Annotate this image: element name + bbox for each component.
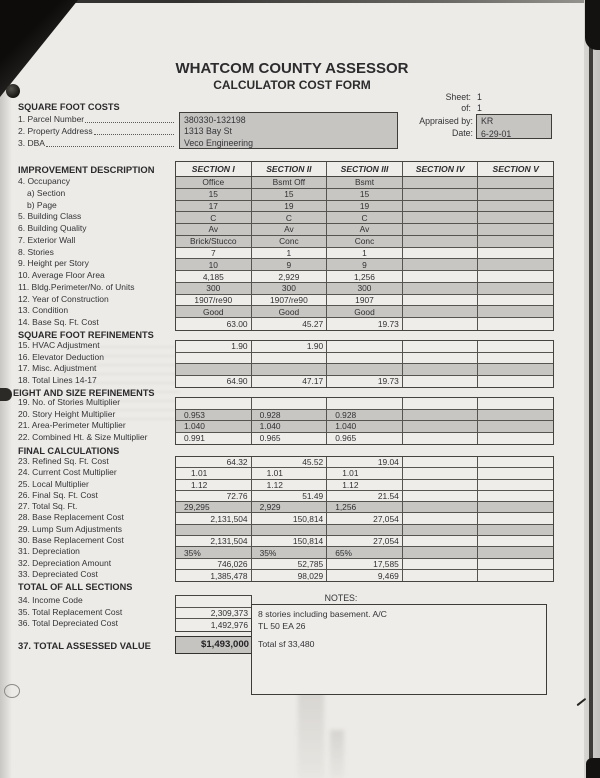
cell-s4 bbox=[403, 353, 479, 364]
cell-s3: 19.73 bbox=[327, 318, 403, 330]
cell-s3: 1.040 bbox=[327, 421, 403, 432]
row-label: 17. Misc. Adjustment bbox=[18, 363, 97, 373]
cell-s1: 7 bbox=[176, 248, 252, 259]
square-foot-refinements-table bbox=[175, 340, 554, 388]
cell-s3: 17,585 bbox=[327, 559, 403, 569]
cell-s1 bbox=[176, 525, 252, 535]
table-row bbox=[176, 502, 553, 513]
sheet-value: 1 bbox=[477, 92, 482, 102]
cell-s5 bbox=[478, 283, 553, 294]
sheet-of-value: 1 bbox=[477, 103, 482, 113]
cell-s5 bbox=[478, 559, 553, 569]
note-line: TL 50 EA 26 bbox=[258, 621, 306, 631]
cell-s3: 1.12 bbox=[327, 480, 403, 490]
cell-s3: 9 bbox=[327, 259, 403, 270]
table-row bbox=[176, 570, 553, 581]
row-label: 27. Total Sq. Ft. bbox=[18, 501, 78, 512]
cell-s5 bbox=[478, 468, 553, 478]
table-row bbox=[176, 295, 553, 307]
cell-s2: 45.27 bbox=[252, 318, 328, 330]
cell-s1 bbox=[176, 398, 252, 409]
cell-s4 bbox=[403, 491, 479, 501]
cell-s5 bbox=[478, 236, 553, 247]
cell-s3 bbox=[327, 525, 403, 535]
dba-label: 3. DBA bbox=[18, 138, 45, 148]
cell-s3: 27,054 bbox=[327, 513, 403, 523]
section-header-row bbox=[175, 161, 554, 177]
table-row bbox=[176, 421, 553, 433]
cell-s3: Good bbox=[327, 306, 403, 317]
property-address-value: 1313 Bay St bbox=[184, 126, 232, 136]
table-row bbox=[176, 410, 553, 422]
row-label: 6. Building Quality bbox=[18, 223, 87, 234]
cell-s3: 21.54 bbox=[327, 491, 403, 501]
row-label: 11. Bldg.Perimeter/No. of Units bbox=[18, 281, 135, 292]
parcel-info-box bbox=[179, 112, 398, 149]
cell-s2: 45.52 bbox=[252, 457, 328, 467]
cell-s2: 1.90 bbox=[252, 341, 328, 352]
improvement-labels bbox=[18, 176, 135, 329]
table-row bbox=[176, 271, 553, 283]
cell-s1: Av bbox=[176, 224, 252, 235]
square-foot-costs-labels bbox=[18, 113, 176, 149]
punch-hole-top bbox=[6, 84, 20, 98]
row-label: 4. Occupancy bbox=[18, 176, 70, 186]
cell-s5 bbox=[478, 271, 553, 282]
table-row bbox=[176, 318, 553, 330]
cell-s1: 1.040 bbox=[176, 421, 252, 432]
cell-s2: 150,814 bbox=[252, 536, 328, 546]
cell-s4 bbox=[403, 536, 479, 546]
cell-s5 bbox=[478, 295, 553, 306]
row-label: 13. Condition bbox=[18, 305, 69, 316]
cell-s1: 64.90 bbox=[176, 376, 252, 388]
row-label: 18. Total Lines 14-17 bbox=[18, 374, 97, 385]
section-heading-final-calculations: FINAL CALCULATIONS bbox=[18, 446, 120, 456]
cell-s4 bbox=[403, 283, 479, 294]
cell-s2: 51.49 bbox=[252, 491, 328, 501]
row-label: 36. Total Depreciated Cost bbox=[18, 618, 119, 628]
cell-s3: 0.928 bbox=[327, 410, 403, 421]
cell-s3: Bsmt bbox=[327, 177, 403, 188]
cell-s5 bbox=[478, 433, 553, 445]
date-label: Date: bbox=[451, 128, 473, 138]
cell-s4 bbox=[403, 318, 479, 330]
appraised-by-value: KR bbox=[481, 116, 494, 126]
total-assessed-value: $1,493,000 bbox=[200, 639, 249, 651]
total-replacement-cost-cell: 2,309,373 bbox=[210, 607, 248, 618]
cell-s1: 15 bbox=[176, 189, 252, 200]
cell-s2: 98,029 bbox=[252, 570, 328, 581]
column-header-section-4: SECTION IV bbox=[403, 162, 479, 176]
cell-s4 bbox=[403, 212, 479, 223]
cell-s5 bbox=[478, 201, 553, 212]
cell-s1: 2,131,504 bbox=[176, 536, 252, 546]
square-foot-refinements-labels bbox=[18, 340, 104, 386]
scan-streak bbox=[298, 688, 324, 778]
cell-s3: 1 bbox=[327, 248, 403, 259]
cell-s3: 1.01 bbox=[327, 468, 403, 478]
table-row bbox=[176, 608, 251, 620]
cell-s5 bbox=[478, 513, 553, 523]
scan-corner-top-right bbox=[585, 0, 600, 50]
cell-s2: 47.17 bbox=[252, 376, 328, 388]
form-subtitle: CALCULATOR COST FORM bbox=[213, 78, 371, 92]
cell-s4 bbox=[403, 259, 479, 270]
row-label: 9. Height per Story bbox=[18, 258, 89, 269]
table-row bbox=[176, 525, 553, 536]
cell-s2: Conc bbox=[252, 236, 328, 247]
cell-s3: 1907 bbox=[327, 295, 403, 306]
sheet-label: Sheet: bbox=[445, 92, 471, 102]
section-heading-height-size-refinements: EIGHT AND SIZE REFINEMENTS bbox=[13, 388, 155, 398]
cell-s2: 0.928 bbox=[252, 410, 328, 421]
column-header-section-5: SECTION V bbox=[492, 163, 539, 174]
cell-s4 bbox=[403, 236, 479, 247]
cell-s1 bbox=[176, 364, 252, 375]
cell-s5 bbox=[478, 364, 553, 375]
row-label: 14. Base Sq. Ft. Cost bbox=[18, 317, 99, 328]
total-assessed-value-label: 37. TOTAL ASSESSED VALUE bbox=[18, 640, 151, 651]
totals-table bbox=[175, 595, 252, 632]
cell-s3: 0.965 bbox=[327, 433, 403, 445]
cell-s2: 150,814 bbox=[252, 513, 328, 523]
table-row bbox=[176, 536, 553, 547]
cell-s4 bbox=[403, 468, 479, 478]
cell-s3: 15 bbox=[327, 189, 403, 200]
row-label: 20. Story Height Multiplier bbox=[18, 408, 116, 419]
cell-s1: 4,185 bbox=[176, 271, 252, 282]
cell-s2: Av bbox=[252, 224, 328, 235]
cell-s4 bbox=[403, 295, 479, 306]
cell-s5 bbox=[478, 248, 553, 259]
row-label: 31. Depreciation bbox=[18, 546, 80, 557]
cell-s1: 64.32 bbox=[176, 457, 252, 467]
cell-s4 bbox=[403, 189, 479, 200]
scan-corner-fold bbox=[0, 0, 78, 97]
row-label: 28. Base Replacement Cost bbox=[18, 512, 124, 523]
cell-s3: 19.73 bbox=[327, 376, 403, 388]
table-row bbox=[176, 212, 553, 224]
cell-s3: Av bbox=[327, 224, 403, 235]
cell-s3: Conc bbox=[327, 236, 403, 247]
table-row bbox=[176, 248, 553, 260]
row-label: 26. Final Sq. Ft. Cost bbox=[18, 489, 98, 500]
cell-s4 bbox=[403, 201, 479, 212]
cell-s4 bbox=[403, 306, 479, 317]
cell-s3 bbox=[327, 398, 403, 409]
cell-s1: 2,131,504 bbox=[176, 513, 252, 523]
page-title: WHATCOM COUNTY ASSESSOR bbox=[175, 60, 409, 77]
cell-s3: 1,256 bbox=[327, 502, 403, 512]
scan-top-edge bbox=[0, 0, 600, 3]
cell-s5 bbox=[478, 502, 553, 512]
cell-s3: 9,469 bbox=[327, 570, 403, 581]
cell-s4 bbox=[403, 410, 479, 421]
table-row bbox=[176, 201, 553, 213]
column-header-section-1: SECTION I bbox=[176, 162, 252, 176]
height-size-refinements-table bbox=[175, 397, 554, 445]
cell-s1: Brick/Stucco bbox=[176, 236, 252, 247]
row-label: 21. Area-Perimeter Multiplier bbox=[18, 420, 126, 430]
cell-s4 bbox=[403, 248, 479, 259]
dba-value: Veco Engineering bbox=[184, 137, 253, 148]
table-row bbox=[176, 547, 553, 558]
cell-s2: Bsmt Off bbox=[252, 177, 328, 188]
cell-s1: 0.991 bbox=[176, 433, 252, 445]
cell-s2: 1.12 bbox=[252, 480, 328, 490]
cell-s2: 15 bbox=[252, 189, 328, 200]
cell-s4 bbox=[403, 421, 479, 432]
field-row bbox=[18, 113, 176, 125]
row-label: 23. Refined Sq. Ft. Cost bbox=[18, 456, 109, 466]
cell-s5 bbox=[478, 536, 553, 546]
row-label: 30. Base Replacement Cost bbox=[18, 535, 124, 546]
cell-s5 bbox=[478, 177, 553, 188]
cell-s3: C bbox=[327, 212, 403, 223]
cell-s3 bbox=[327, 341, 403, 352]
cell-s5 bbox=[478, 398, 553, 409]
table-row bbox=[176, 189, 553, 201]
table-row bbox=[176, 224, 553, 236]
improvement-table bbox=[175, 176, 554, 331]
notes-heading: NOTES: bbox=[324, 593, 358, 603]
table-row bbox=[176, 177, 553, 189]
row-label: 22. Combined Ht. & Size Multiplier bbox=[18, 431, 148, 442]
cell-s3 bbox=[327, 353, 403, 364]
cell-s4 bbox=[403, 547, 479, 557]
table-row bbox=[176, 491, 553, 502]
notes-box bbox=[251, 604, 547, 695]
row-label: 12. Year of Construction bbox=[18, 293, 109, 304]
cell-s2: C bbox=[252, 212, 328, 223]
table-row bbox=[176, 306, 553, 318]
cell-s3: 27,054 bbox=[327, 536, 403, 546]
ink-blob bbox=[0, 388, 12, 401]
table-row bbox=[176, 480, 553, 491]
row-label: 16. Elevator Deduction bbox=[18, 351, 104, 362]
section-heading-improvement-description: IMPROVEMENT DESCRIPTION bbox=[18, 164, 155, 175]
parcel-number-value: 380330-132198 bbox=[184, 115, 246, 125]
row-label: 32. Depreciation Amount bbox=[18, 557, 112, 568]
appraiser-box bbox=[476, 114, 552, 139]
cell-s1: C bbox=[176, 212, 252, 223]
cell-s1: 29,295 bbox=[176, 502, 252, 512]
cell-s2: 2,929 bbox=[252, 502, 328, 512]
cell-s5 bbox=[478, 480, 553, 490]
row-label: 19. No. of Stories Multiplier bbox=[18, 397, 121, 407]
cell-s2: 1 bbox=[252, 248, 328, 259]
table-row bbox=[176, 283, 553, 295]
cell-s1: 35% bbox=[176, 547, 252, 557]
section-heading-square-foot-costs: SQUARE FOOT COSTS bbox=[18, 102, 120, 112]
cell-s5 bbox=[478, 570, 553, 581]
cell-s2: 2,929 bbox=[252, 271, 328, 282]
row-label: b) Page bbox=[27, 199, 57, 210]
totals-labels bbox=[18, 595, 122, 630]
final-calculations-table bbox=[175, 456, 554, 582]
cell-s3: 19.04 bbox=[327, 457, 403, 467]
cell-s1: 746,026 bbox=[176, 559, 252, 569]
cell-s4 bbox=[403, 480, 479, 490]
cell-s3: 19 bbox=[327, 201, 403, 212]
table-row bbox=[176, 433, 553, 445]
table-row bbox=[176, 468, 553, 479]
cell-s4 bbox=[403, 341, 479, 352]
row-label: 10. Average Floor Area bbox=[18, 270, 105, 281]
note-line: 8 stories including basement. A/C bbox=[258, 609, 387, 619]
table-row bbox=[176, 619, 251, 631]
parcel-number-label: 1. Parcel Number bbox=[18, 114, 85, 124]
cell-s2: 300 bbox=[252, 283, 328, 294]
field-row bbox=[18, 125, 176, 137]
table-row bbox=[176, 236, 553, 248]
appraised-by-label: Appraised by: bbox=[419, 116, 473, 126]
cell-s1: 63.00 bbox=[176, 318, 252, 330]
cell-s3: 300 bbox=[327, 283, 403, 294]
note-line: Total sf 33,480 bbox=[258, 639, 315, 649]
cell-s2: 1.01 bbox=[252, 468, 328, 478]
table-row bbox=[176, 398, 553, 410]
cell-s5 bbox=[478, 376, 553, 388]
punch-hole-bottom bbox=[4, 684, 20, 698]
cell-s2 bbox=[252, 364, 328, 375]
cell-s4 bbox=[403, 224, 479, 235]
cell-s3 bbox=[327, 364, 403, 375]
table-row bbox=[176, 559, 553, 570]
cell-s1: Office bbox=[176, 177, 252, 188]
table-row bbox=[176, 353, 553, 365]
cell-s1: 300 bbox=[176, 283, 252, 294]
row-label: 7. Exterior Wall bbox=[18, 234, 76, 245]
column-header-section-2: SECTION II bbox=[252, 162, 328, 176]
cell-s1: 17 bbox=[176, 201, 252, 212]
cell-s5 bbox=[478, 212, 553, 223]
cell-s4 bbox=[403, 376, 479, 388]
row-label: 15. HVAC Adjustment bbox=[18, 340, 100, 350]
cell-s5 bbox=[478, 306, 553, 317]
scan-corner-bottom-right bbox=[586, 758, 600, 778]
cell-s5 bbox=[478, 259, 553, 270]
row-label: 29. Lump Sum Adjustments bbox=[18, 523, 122, 534]
cell-s2: 19 bbox=[252, 201, 328, 212]
cell-s2 bbox=[252, 353, 328, 364]
field-row bbox=[18, 137, 176, 149]
scan-streak bbox=[330, 730, 344, 778]
cell-s1: 1907/re90 bbox=[176, 295, 252, 306]
cell-s2 bbox=[252, 525, 328, 535]
cell-s4 bbox=[403, 271, 479, 282]
cell-s5 bbox=[478, 457, 553, 467]
table-row bbox=[176, 364, 553, 376]
cell-s4 bbox=[403, 177, 479, 188]
dotted-leader bbox=[94, 134, 174, 135]
row-label: 25. Local Multiplier bbox=[18, 478, 89, 489]
final-calculations-labels bbox=[18, 456, 124, 580]
cell-s4 bbox=[403, 559, 479, 569]
table-row bbox=[176, 513, 553, 524]
cell-s2: Good bbox=[252, 306, 328, 317]
dotted-leader bbox=[46, 146, 174, 147]
scan-right-edge-line bbox=[589, 0, 593, 778]
cell-s4 bbox=[403, 433, 479, 445]
cell-s1: 0.953 bbox=[176, 410, 252, 421]
row-label: a) Section bbox=[27, 187, 66, 198]
table-row bbox=[176, 596, 251, 608]
cell-s2 bbox=[252, 398, 328, 409]
cell-s4 bbox=[403, 398, 479, 409]
column-header-section-3: SECTION III bbox=[327, 162, 403, 176]
table-row bbox=[176, 457, 553, 468]
table-row bbox=[176, 376, 553, 388]
table-row bbox=[176, 341, 553, 353]
cell-s4 bbox=[403, 525, 479, 535]
row-label: 33. Depreciated Cost bbox=[18, 568, 98, 579]
table-row bbox=[176, 259, 553, 271]
property-address-label: 2. Property Address bbox=[18, 126, 93, 136]
cell-s4 bbox=[403, 570, 479, 581]
cell-s4 bbox=[403, 457, 479, 467]
date-value: 6-29-01 bbox=[481, 128, 512, 139]
sheet-of-label: of: bbox=[461, 103, 471, 113]
cell-s2: 52,785 bbox=[252, 559, 328, 569]
cell-s3: 65% bbox=[327, 547, 403, 557]
cell-s2: 1.040 bbox=[252, 421, 328, 432]
cell-s2: 35% bbox=[252, 547, 328, 557]
section-heading-total-of-all-sections: TOTAL OF ALL SECTIONS bbox=[18, 582, 133, 592]
row-label: 5. Building Class bbox=[18, 211, 82, 222]
cell-s5 bbox=[478, 410, 553, 421]
cell-s1: 1.01 bbox=[176, 468, 252, 478]
dotted-leader bbox=[85, 122, 174, 123]
cell-s5 bbox=[478, 353, 553, 364]
table-row bbox=[176, 162, 553, 176]
cell-s2: 9 bbox=[252, 259, 328, 270]
row-label: 35. Total Replacement Cost bbox=[18, 606, 123, 617]
cell-s4 bbox=[403, 364, 479, 375]
cell-s1: 1.90 bbox=[176, 341, 252, 352]
cell-s1: 1.12 bbox=[176, 480, 252, 490]
cell-s5 bbox=[478, 318, 553, 330]
cell-s1: Good bbox=[176, 306, 252, 317]
cell-s3: 1,256 bbox=[327, 271, 403, 282]
cell-s4 bbox=[403, 513, 479, 523]
cell-s5 bbox=[478, 421, 553, 432]
cell-s1: 10 bbox=[176, 259, 252, 270]
cell-s5 bbox=[478, 491, 553, 501]
cell-s4 bbox=[403, 502, 479, 512]
cell-s5 bbox=[478, 525, 553, 535]
cell-s1 bbox=[176, 353, 252, 364]
row-label: 24. Current Cost Multiplier bbox=[18, 467, 117, 478]
height-size-refinements-labels bbox=[18, 397, 147, 443]
row-label: 8. Stories bbox=[18, 246, 54, 257]
cell-s2: 1907/re90 bbox=[252, 295, 328, 306]
income-code-cell bbox=[176, 596, 251, 607]
cell-s5 bbox=[478, 189, 553, 200]
cell-s2: 0.965 bbox=[252, 433, 328, 445]
total-assessed-value-box bbox=[175, 636, 253, 654]
cell-s5 bbox=[478, 224, 553, 235]
cell-s1: 1,385,478 bbox=[176, 570, 252, 581]
row-label: 34. Income Code bbox=[18, 595, 83, 605]
cell-s1: 72.76 bbox=[176, 491, 252, 501]
total-depreciated-cost-cell: 1,492,976 bbox=[210, 619, 248, 630]
section-heading-square-foot-refinements: SQUARE FOOT REFINEMENTS bbox=[18, 330, 154, 340]
cell-s5 bbox=[478, 341, 553, 352]
cell-s5 bbox=[478, 547, 553, 557]
